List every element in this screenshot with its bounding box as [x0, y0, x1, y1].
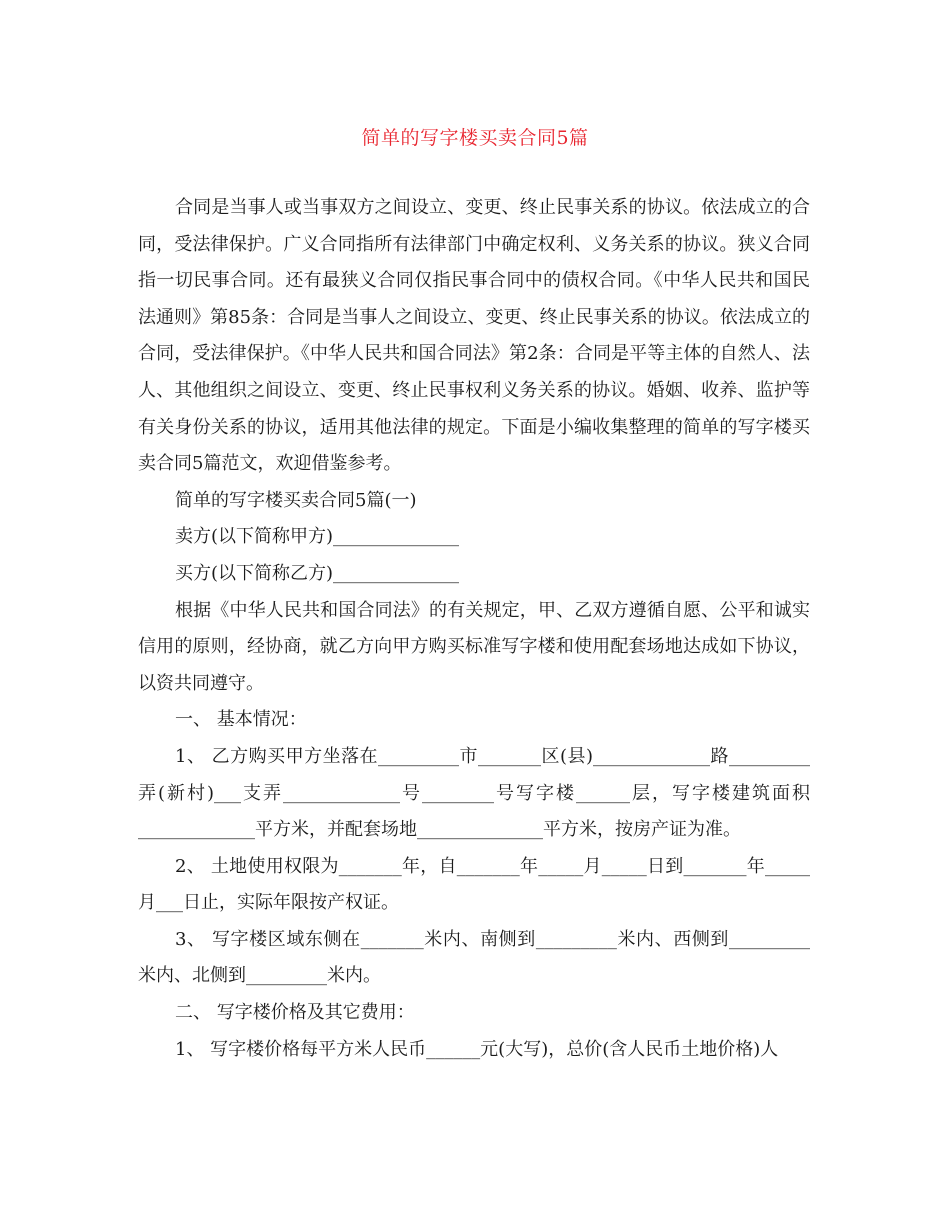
clause-heading-price: 二、 写字楼价格及其它费用： — [175, 1002, 415, 1024]
document-title: 简单的写字楼买卖合同5篇 — [361, 127, 589, 149]
clause-item-1: 1、 乙方购买甲方坐落在_________市_______区(县)_____________路_________弄(新村)___支弄_____________号________号写字楼______层，写字楼建筑面积_____________平方米，并配套场地______________平方米，按房产证为准。 — [138, 745, 810, 841]
price-item-1: 1、 写字楼价格每平方米人民币______元(大写)，总价(含人民币土地价格)人 — [175, 1038, 779, 1060]
clause-heading-basic: 一、 基本情况： — [175, 709, 307, 731]
clause-item-3: 3、 写字楼区域东侧在_______米内、南侧到_________米内、西侧到_________米内、北侧到_________米内。 — [138, 928, 810, 987]
preamble-paragraph: 根据《中华人民共和国合同法》的有关规定，甲、乙双方遵循自愿、公平和诚实信用的原则，经协商，就乙方向甲方购买标准写字楼和使用配套场地达成如下协议，以资共同遵守。 — [138, 599, 810, 694]
seller-line: 卖方(以下简称甲方)______________ — [175, 526, 460, 548]
intro-paragraph: 合同是当事人或当事双方之间设立、变更、终止民事关系的协议。依法成立的合同，受法律保护。广义合同指所有法律部门中确定权利、义务关系的协议。狭义合同指一切民事合同。还有最狭义合同仅指民事合同中的债权合同。《中华人民共和国民法通则》第85条：合同是当事人之间设立、变更、终止民事关系的协议。依法成立的合同，受法律保护。《中华人民共和国合同法》第2条：合同是平等主体的自然人、法人、其他组织之间设立、变更、终止民事权利义务关系的协议。婚姻、收养、监护等有关身份关系的协议，适用其他法律的规定。下面是小编收集整理的简单的写字楼买卖合同5篇范文，欢迎借鉴参考。 — [138, 197, 810, 475]
document-body — [138, 190, 810, 1068]
buyer-line: 买方(以下简称乙方)______________ — [175, 562, 460, 584]
section-heading: 简单的写字楼买卖合同5篇(一) — [175, 489, 417, 511]
clause-item-2: 2、 土地使用权限为_______年，自_______年_____月_____日到_______年_____月___日止，实际年限按产权证。 — [138, 855, 810, 914]
